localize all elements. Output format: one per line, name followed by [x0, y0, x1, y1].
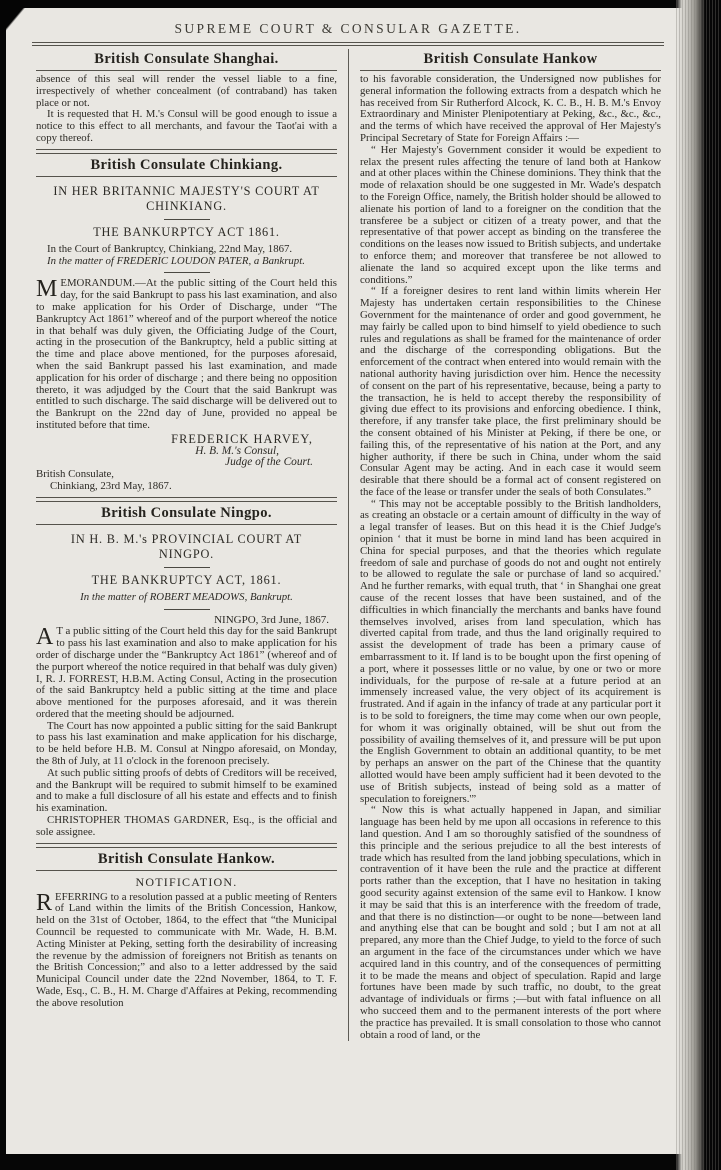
section-rule: [360, 70, 661, 71]
right-column: [360, 49, 661, 1041]
place-line: British Consulate,: [36, 468, 114, 481]
short-divider: [164, 219, 210, 220]
paragraph: “ If a foreigner desires to rent land within limits wherein Her Majesty has undertaken certain responsibilities to the Chinese Government for the maintenance of order and good government, he may fairly be called upon to bind himself to yield obedience to such rules and regulations as shall be framed for the maintenance of order and the discharge of the corresponding obligations. But the enforcement of the contract when entered into would remain with the national authority having jurisdiction over him. Hence the necessity of consent on the part of his representative, because, being a party to the transaction, he is held to accept thereby the responsibility of giving due effect to its provisions and enforcing obedience. I think, therefore, if any transfer take place, the first preliminary should be the consent obtained of his Minister at Peking, if there be one, or failing this, of the representative of his nation at the Port, and any higher authority, if there be such in China, under whom the said Consular Agent may be acting. And in each case it would seem desirable that there should be a formal act of consent registered on the face of the lease or transfer under the seals of both Consulates.”: [360, 285, 661, 498]
place-line: Chinkiang, 23rd May, 1867.: [50, 479, 172, 492]
section-rule: [36, 70, 337, 71]
paragraph: “ Now this is what actually happened in Japan, and similiar language has been held by me upon all occasions in reference to this land question. And I am so thoroughly satisfied of the soundness of this principle and the serious prejudice to all the best interests of trade which has resulted from the land jobbing speculations, which in contravention of it have been the rule and the practice at different ports rather than the exception, that I have no hesitation in taking good security against extension of the same evil to Hankow. I know it may be said that this is an interference with the freedom of trade, and that there is no distinction—or ought to be none—between land and anything else that can be bought and sold ; but I am not at all prepared, any more than the Chief Judge, to yield to the force of such an argument in the face of the circumstances under which we have acquired land in this country, and of the consequences of permitting it to be made the means and object of speculation. Rapid and large fortunes have been made by such traffic, no doubt, to the great advantage of individuals or firms ;—but with fatal influence on all who succeed them and to the permanent interests of the port where the practice has prevailed. It is small consolation to those who cannot obtain a rood of land, or the: [360, 804, 661, 1041]
section-chinkiang: [36, 149, 337, 493]
section-rule: [36, 497, 337, 502]
section-hankow-right: [360, 51, 661, 1041]
column-divider-rule: [348, 49, 349, 1041]
section-rule: [36, 843, 337, 848]
short-divider: [164, 272, 210, 273]
paragraph: [36, 889, 337, 1010]
court-heading: IN HER BRITANNIC MAJESTY'S COURT AT CHINKIANG.: [53, 183, 320, 213]
section-rule: [36, 870, 337, 871]
section-header-hankow: British Consulate Hankow: [423, 51, 598, 67]
signature-role: Judge of the Court.: [225, 456, 313, 469]
paragraph: absence of this seal will render the vessel liable to a fine, irrespectively of whether concealment (of contraband) has taken place or not.: [36, 73, 337, 109]
paragraph: The Court has now appointed a public sitting for the said Bankrupt to pass his last examination and make application for his discharge, to be held before H.B. M. Consul at Ningpo aforesaid, on Monday, the 8th of July, at 11 o'clock in the forenoon precisely.: [36, 719, 337, 768]
paragraph-memorandum: [36, 278, 337, 431]
paragraph: “ This may not be acceptable possibly to the British landholders, as creating an obstacle or a certain amount of difficulty in the way of a legal transfer of leases. But on this head it is the Chief Judge's opinion ‘ that it must be borne in mind land has been acquired in China for special purposes, and that the theories which regulate freedom of sale and purchase of goods do not and ought not entirely to be allowed to regulate the sale or purchase of land so acquired.' And he further remarks, with equal truth, that ‘ in Shanghai one great cause of the recent losses that have been sustained, and of the difficulties in which financially the merchants and banks have found themselves involved, arises from land speculation, which has diverted capital from trade, and thus the land originally required to assist the development of trade has been a primary cause of embarrassment to it. If land is to be bought upon the first opening of a port, where it possesses little or no value, by one or two or more individuals, for the purpose of re-sale at a future period at an immensely increased value, the very object of its acquirement is frustrated. And if again in the infancy of trade at any particular port it is to be sold to foreigners, the time may come when our own people, for whom it was originally obtained, will be shut out from the possibility of availing themselves of it, and pressure will be put upon the English Government to obtain an additional quantity, to be met by perhaps an answer on the part of the Chinese that the quantity allotted would have been amply sufficient had it been devoted to the use of British subjects, instead of being sold as a matter of speculation to foreigners.'”: [360, 497, 661, 805]
paragraph: In the Court of Bankruptcy, Chinkiang, 22nd May, 1867.: [47, 242, 293, 255]
notification-heading: NOTIFICATION.: [135, 874, 238, 889]
section-rule: [36, 524, 337, 525]
court-heading: IN H. B. M.'s PROVINCIAL COURT AT NINGPO.: [70, 531, 303, 561]
section-rule: [36, 176, 337, 177]
short-divider: [164, 567, 210, 568]
section-hankow-left: [36, 843, 337, 1010]
paragraph: [36, 626, 337, 720]
paragraph: CHRISTOPHER THOMAS GARDNER, Esq., is the official and sole assignee.: [36, 814, 337, 838]
act-heading: THE BANKRUPTCY ACT, 1861.: [91, 572, 282, 587]
paragraph: “ Her Majesty's Government consider it would be expedient to relax the present rules affecting the tenure of land both at Hankow and at other places within the Chinese dominions. They think that the mode of relaxation should be one suggested in Mr. Wade's despatch to the Foreign Office, namely, the British holder should be allowed to alienate his portion of land to a foreigner on the condition that the transferee be a subject or citizen of a treaty power, and that the representative of that power accept as binding on the transferee the conditions on the leases now issued to British subjects, and undertake to enforce them; and moreover that transferee be not allowed to alienate the land so acquired except upon the like terms and conditions.”: [360, 143, 661, 286]
signature-name: FREDERICK HARVEY,: [171, 431, 313, 446]
paragraph-text: EMORANDUM.—At the public sitting of the Court held this day, for the said Bankrupt to pass his last examination, and also to make application for his Order of Discharge, under “The Bankruptcy Act 1861” whereof and of the purport whereof the notice in that behalf was duly given, the Officiating Judge of the Court, acting in the prosecution of the Bankruptcy, held a public sitting at the time and place above mentioned, for the purposes aforesaid, when the said Bankrupt passed his last examination, and made application for his order of discharge ; and there being no opposition thereto, it was adjudged by the Court that the said Bankrupt was entitled to such discharge. The said discharge will be delivered out to the Bankrupt on the 22nd day of June, provided no appeal be instituted before that time.: [36, 277, 337, 431]
dateline: NINGPO, 3rd June, 1867.: [214, 613, 329, 626]
signature-role: H. B. M.'s Consul,: [195, 444, 279, 457]
paragraph: At such public sitting proofs of debts of Creditors will be received, and the Bankrupt will be required to submit himself to be examined and to make a full disclosure of all his estate and effects and to finish his examination.: [36, 766, 337, 815]
short-divider: [164, 609, 210, 610]
drop-cap: M: [36, 276, 58, 303]
drop-cap: A: [36, 624, 54, 651]
section-ningpo: [36, 497, 337, 839]
left-column: [36, 49, 337, 1041]
section-rule: [36, 149, 337, 154]
paragraph: It is requested that H. M.'s Consul will be good enough to issue a notice to this effect to all merchants, and favour the Taot'ai with a copy thereof.: [36, 108, 337, 144]
drop-cap: R: [36, 889, 53, 916]
paragraph: to his favorable consideration, the Undersigned now publishes for general information the following extracts from a despatch which he has received from Sir Rutherford Alcock, K. C. B., H. B. M.'s Envoy Extraordinary and Minister Plenipotentiary at Peking, &c., &c., &c., and the terms of which have received the approval of Her Majesty's Principal Secretary of State for Foreign Affairs :—: [360, 73, 661, 144]
masthead-title: SUPREME COURT & CONSULAR GAZETTE.: [174, 21, 522, 36]
paragraph-matter: In the matter of FREDERIC LOUDON PATER, a Bankrupt.: [47, 254, 305, 267]
section-header-shanghai: British Consulate Shanghai.: [94, 51, 279, 67]
paragraph-text: EFERRING to a resolution passed at a public meeting of Renters of Land within the limits of the British Concession, Hankow, held on the 31st of October, 1864, to the effect that “the Municipal Counncil be requested to communicate with Mr. Wade, H. B.M. Acting Minister at Peking, setting forth the desirability of increasing the revenue by the admission of foreigners not British as tenants on the British Concession;” and also to a letter addressed by the said Municipal Council under date the 22nd November, 1864, to T. F. Wade, Esq., C. B., H. M. Charge d'Affaires at Peking, recommending the above resolution: [36, 890, 337, 1009]
section-header-hankow: British Consulate Hankow.: [97, 850, 276, 867]
section-header-ningpo: British Consulate Ningpo.: [101, 504, 272, 521]
paragraph-text: T a public sitting of the Court held this day for the said Bankrupt to pass his last examination and also to make application for his order of discharge under the “Bankruptcy Act 1861” (whereof and of the purport whereof the notice required in that behalf was duly given) I, R. J. FORREST, H.B.M. Acting Consul, Acting in the prosecution of the said Bankruptcy held a public sitting at the time and place above mentioned for the purposes aforesaid, and it was therein ordered that the meeting should be adjourned.: [36, 625, 337, 720]
section-shanghai: [36, 51, 337, 145]
masthead-rule: [32, 42, 664, 46]
columns-container: [36, 49, 664, 1041]
act-heading: THE BANKURPTCY ACT 1861.: [93, 224, 280, 239]
paragraph-matter: In the matter of ROBERT MEADOWS, Bankrupt.: [80, 590, 293, 603]
section-header-chinkiang: British Consulate Chinkiang.: [90, 156, 283, 173]
newspaper-page: [6, 8, 690, 1154]
